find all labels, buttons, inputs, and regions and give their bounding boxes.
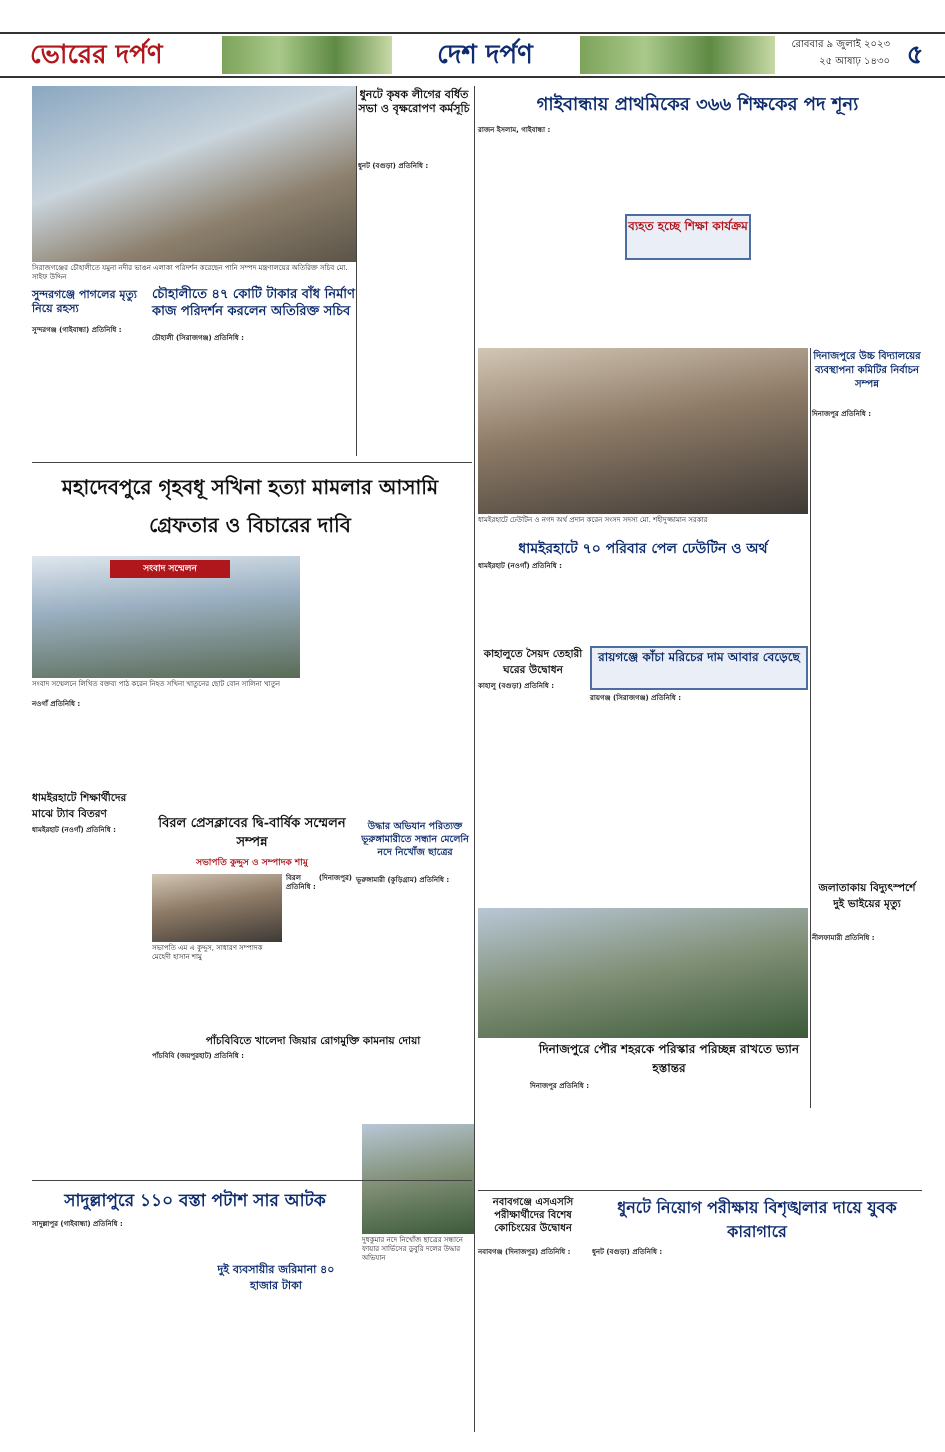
bhurungamari-photo [362, 1124, 474, 1234]
sadullapur-headline: সাদুল্লাপুরে ১১০ বস্তা পটাশ সার আটক [64, 1191, 326, 1211]
sadullapur-byline: সাদুল্লাপুর (গাইবান্ধা) প্রতিনিধি : [32, 1220, 123, 1228]
chowhali-photo [32, 86, 356, 262]
jolatonka-headline: জলাতাকায় বিদ্যুৎস্পর্শে দুই ভাইয়ের মৃত্যু [818, 882, 916, 910]
raiganj-headline: রায়গঞ্জে কাঁচা মরিচের দাম আবার বেড়েছে [590, 646, 808, 690]
panchbibi-headline: পাঁচবিবিতে খালেদা জিয়ার রোগমুক্তি কামনায় দোয়া [205, 1035, 421, 1047]
nababganj-byline: নবাবগঞ্জ (দিনাজপুর) প্রতিনিধি : [478, 1248, 571, 1256]
nababganj-headline: নবাবগঞ্জে এসএসসি পরীক্ষার্থীদের বিশেষ কোচিংয়ের উদ্বোধন [492, 1197, 574, 1234]
column-divider [356, 86, 357, 456]
biral-headline: বিরল প্রেসক্লাবের দ্বি-বার্ষিক সম্মেলন সম্পন্ন [158, 816, 346, 850]
dhunot-exam-byline: ধুনট (বগুড়া) প্রতিনিধি : [592, 1248, 663, 1256]
jolatonka-byline: নীলফামারী প্রতিনিধি : [812, 934, 875, 942]
chowhali-headline: চৌহালীতে ৪৭ কোটি টাকার বাঁধ নির্মাণ কাজ পরিদর্শন করলেন অতিরিক্ত সচিব [152, 287, 355, 319]
dhamoirhat-tin-photo-caption: ধামইরহাটে ঢেউটিন ও নগদ অর্থ প্রদান করেন সংসদ সদস্য মো. শহীদুজ্জামান সরকার [478, 516, 708, 524]
gaibandha-headline: গাইবান্ধায় প্রাথমিকের ৩৬৬ শিক্ষকের পদ শূন্য [536, 94, 859, 115]
dinajpur-school-headline: দিনাজপুরে উচ্চ বিদ্যালয়ের ব্যবস্থাপনা কমিটির নির্বাচন সম্পন্ন [813, 351, 921, 390]
biral-byline: বিরল (দিনাজপুর) প্রতিনিধি : [286, 874, 352, 892]
sundarganj-byline: সুন্দরগঞ্জ (গাইবান্ধা) প্রতিনিধি : [32, 326, 122, 334]
panchbibi-byline: পাঁচবিবি (জয়পুরহাট) প্রতিনিধি : [152, 1052, 244, 1060]
dhamoirhat-shikkha-byline: ধামইরহাট (নওগাঁ) প্রতিনিধি : [32, 826, 116, 834]
bhurungamari-photo-caption: দুধকুমার নদে নিখোঁজ ছাত্রের সন্ধানে ফায়ার সার্ভিসের ডুবুরি দলের উদ্ধার অভিযান [362, 1236, 463, 1262]
section-divider [32, 1180, 472, 1181]
press-conference-banner: সংবাদ সম্মেলন [110, 560, 230, 578]
dhunot-krishak-byline: ধুনট (বগুড়া) প্রতিনিধি : [358, 162, 429, 170]
chowhali-byline: চৌহালী (সিরাজগঞ্জ) প্রতিনিধি : [152, 334, 244, 342]
dinajpur-school-byline: দিনাজপুর প্রতিনিধি : [812, 410, 872, 418]
sundarganj-headline: সুন্দরগঞ্জে পাগলের মৃত্যু নিয়ে রহস্য [32, 288, 137, 315]
dinajpur-clean-photo [478, 908, 808, 1038]
mohadebpur-byline: নওগাঁ প্রতিনিধি : [32, 700, 81, 708]
page-number: ৫ [906, 40, 924, 70]
dhamoirhat-shikkha-headline: ধামইরহাটে শিক্ষার্থীদের মাঝে ট্যাব বিতরণ [32, 792, 127, 820]
dhamoirhat-tin-byline: ধামইরহাট (নওগাঁ) প্রতিনিধি : [478, 562, 562, 570]
kahalu-headline: কাহালুতে সৈয়দ তেহারী ঘরের উদ্বোধন [483, 648, 583, 676]
bhurungamari-byline: ভূরুঙ্গামারী (কুড়িগ্রাম) প্রতিনিধি : [356, 876, 450, 884]
mohadebpur-photo-caption: সংবাদ সম্মেলনে লিখিত বক্তব্য পাঠ করেন নিহত সখিনা খাতুনের ছোট বোন সালিনা খাতুন [32, 680, 281, 688]
header-photo-strip-right [580, 36, 775, 74]
mohadebpur-headline: মহাদেবপুরে গৃহবধূ সখিনা হত্যা মামলার আসামি গ্রেফতার ও বিচারের দাবি [61, 475, 439, 537]
kahalu-byline: কাহালু (বগুড়া) প্রতিনিধি : [478, 682, 555, 690]
date-gregorian: রোববার ৯ জুলাই ২০২৩ [791, 39, 890, 50]
dinajpur-clean-headline: দিনাজপুরে পৌর শহরকে পরিস্কার পরিচ্ছন্ন রাখতে ভ্যান হস্তান্তর [538, 1042, 800, 1075]
section-divider [32, 462, 472, 463]
biral-photo-caption: সভাপতি এম এ কুদ্দুস, সাধারণ সম্পাদক মেহেদী হাসান শামু [152, 944, 263, 961]
dhamoirhat-tin-photo [478, 348, 808, 514]
sadullapur-inset: দুই ব্যবসায়ীর জরিমানা ৪০ হাজার টাকা [217, 1263, 335, 1292]
gaibandha-byline: রাজন ইসলাম, গাইবান্ধা : [478, 126, 551, 134]
dhunot-krishak-headline: ধুনটে কৃষক লীগের বর্ধিত সভা ও বৃক্ষরোপণ কর্মসূচি [358, 88, 470, 115]
biral-subhead: সভাপতি কুদ্দুস ও সম্পাদক শামু [196, 858, 308, 868]
column-divider [810, 348, 811, 1108]
raiganj-byline: রায়গঞ্জ (সিরাজগঞ্জ) প্রতিনিধি : [590, 694, 682, 702]
date-bengali: ২৫ আষাঢ় ১৪৩০ [819, 56, 890, 67]
bhurungamari-headline: উদ্ধার অভিযান পরিত্যক্ত ভূরুঙ্গামারীতে সন্ধান মেলেনি নদে নিখোঁজ ছাত্রের [361, 821, 469, 858]
header-photo-strip-left [222, 36, 392, 74]
dhunot-exam-headline: ধুনটে নিয়োগ পরীক্ষায় বিশৃঙ্খলার দায়ে যুবক কারাগারে [617, 1198, 897, 1241]
masthead-logo: ভোরের দর্পণ [30, 40, 163, 70]
column-divider [474, 86, 475, 1432]
dinajpur-clean-byline: দিনাজপুর প্রতিনিধি : [530, 1082, 590, 1090]
gaibandha-pull-quote: ব্যহত হচ্ছে শিক্ষা কার্যক্রম [625, 214, 751, 260]
issue-date [780, 36, 890, 74]
chowhali-photo-caption: সিরাজগঞ্জের চৌহালীতে যমুনা নদীর ভাঙন এলাকা পরিদর্শন করেছেন পানি সম্পদ মন্ত্রণালয়ের অতিরিক্ত সচিব মো. সাইফ উদ্দিন [32, 264, 348, 281]
section-divider [478, 1190, 922, 1191]
biral-photo [152, 874, 282, 942]
dhamoirhat-tin-headline: ধামইরহাটে ৭০ পরিবার পেল ঢেউটিন ও অর্থ [518, 541, 768, 557]
section-title: দেশ দর্পণ [437, 40, 533, 70]
